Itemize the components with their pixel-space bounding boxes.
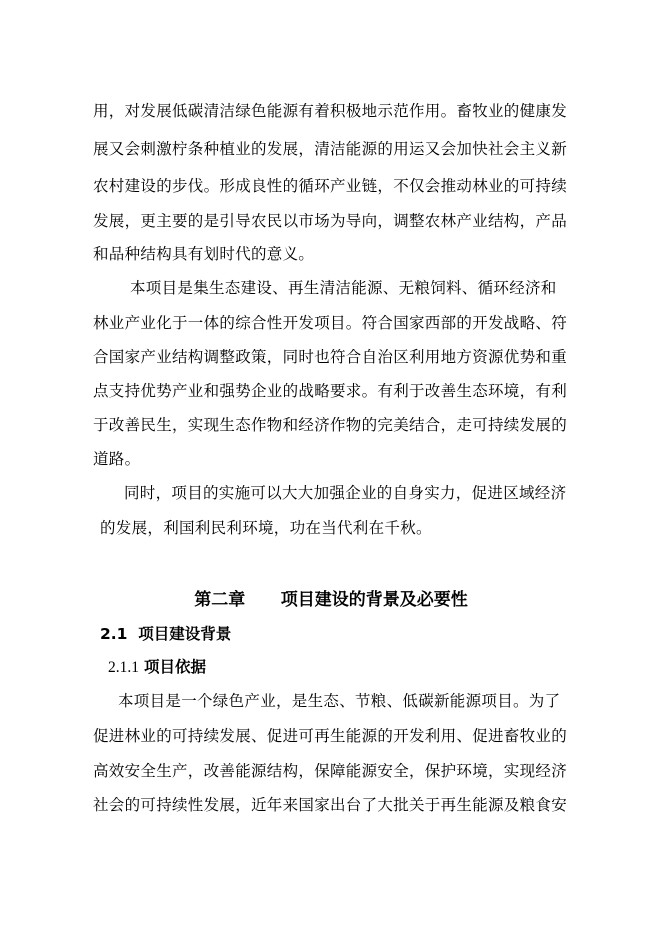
subsection-title: 项目依据 — [143, 658, 206, 676]
paragraph-2-line-5: 于改善民生，实现生态作物和经济作物的完美结合，走可持续发展的 — [93, 416, 568, 434]
chapter-title: 项目建设的背景及必要性 — [280, 590, 468, 610]
paragraph-1-line-2: 展又会刺激柠条种植业的发展，清洁能源的用运又会加快社会主义新 — [93, 140, 568, 158]
subsection-number: 2.1.1 — [108, 659, 139, 676]
paragraph-4-line-1: 本项目是一个绿色产业，是生态、节粮、低碳新能源项目。为了 — [118, 692, 561, 710]
paragraph-2-line-6: 道路。 — [93, 450, 141, 468]
paragraph-1-line-3: 农村建设的步伐。形成良性的循环产业链，不仅会推动林业的可持续 — [93, 177, 568, 195]
section-heading — [100, 624, 231, 644]
chapter-number: 第二章 — [194, 590, 246, 610]
paragraph-2-line-3: 合国家产业结构调整政策，同时也符合自治区利用地方资源优势和重 — [93, 348, 568, 366]
paragraph-4-line-3: 高效安全生产，改善能源结构，保障能源安全，保护环境，实现经济 — [93, 762, 568, 780]
paragraph-1-line-5: 和品种结构具有划时代的意义。 — [93, 245, 315, 263]
section-number: 2.1 — [100, 625, 128, 643]
paragraph-3-line-1: 同时，项目的实施可以大大加强企业的自身实力，促进区域经济 — [124, 484, 567, 502]
paragraph-4-line-2: 促进林业的可持续发展、促进可再生能源的开发利用、促进畜牧业的 — [93, 727, 568, 745]
paragraph-1-line-4: 发展，更主要的是引导农民以市场为导向，调整农林产业结构，产品 — [93, 212, 568, 230]
paragraph-3-line-2: 的发展，利国利民利环境，功在当代利在千秋。 — [100, 519, 432, 537]
paragraph-2-line-2: 林业产业化于一体的综合性开发项目。符合国家西部的开发战略、符 — [93, 314, 568, 332]
section-title: 项目建设背景 — [138, 625, 232, 643]
paragraph-4-line-4: 社会的可持续性发展，近年来国家出台了大批关于再生能源及粮食安 — [93, 796, 568, 814]
chapter-heading — [0, 589, 662, 611]
paragraph-1-line-1: 用，对发展低碳清洁绿色能源有着积极地示范作用。畜牧业的健康发 — [93, 102, 568, 120]
paragraph-2-line-4: 点支持优势产业和强势企业的战略要求。有利于改善生态环境，有利 — [93, 382, 568, 400]
paragraph-2-line-1: 本项目是集生态建设、再生清洁能源、无粮饲料、循环经济和 — [130, 279, 557, 297]
subsection-heading — [108, 657, 206, 678]
